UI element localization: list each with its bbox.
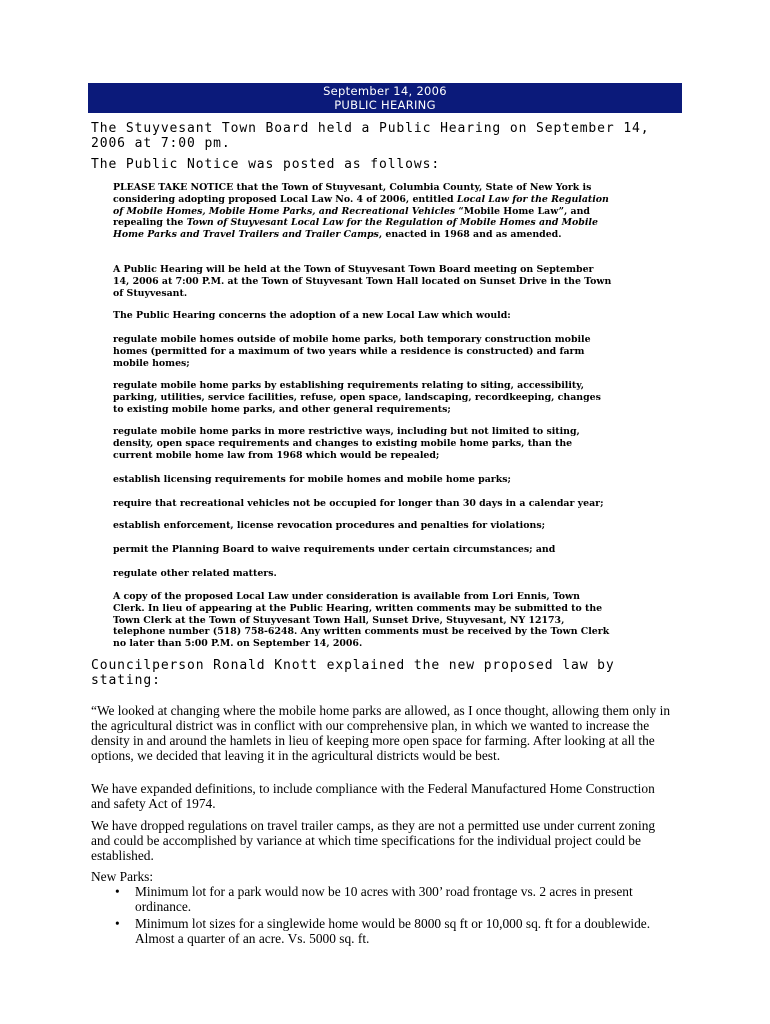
quote-paragraph-3: We have dropped regulations on travel trailer camps, as they are not a permitted use under current zoning and could be accomplished by variance at which time specifications for the individual project could be established. [91,818,656,863]
notice-p1-end: , enacted in 1968 and as amended. [378,229,562,241]
list-item [91,884,671,914]
notice-intro: The Public Notice was posted as follows: [91,157,441,172]
notice-paragraph-8: require that recreational vehicles not be occupied for longer than 30 days in a calendar year; [113,498,604,509]
intro-line: The Stuyvesant Town Board held a Public Hearing on September 14, 2006 at 7:00 pm. [91,121,650,151]
notice-paragraph-6: regulate mobile home parks in more restrictive ways, including but not limited to siting, density, open space requirements and changes to existing mobile home parks, than the current mobile home law from 1968 which would be repealed; [113,426,580,461]
new-parks-label: New Parks: [91,869,154,884]
notice-paragraph-12: A copy of the proposed Local Law under consideration is available from Lori Ennis, Town Clerk. In lieu of appearing at the Public Hearing, written comments may be submitted to the Town Clerk at the Town of Stuyvesant Town Hall, Sunset Drive, Stuyvesant, NY 12173, telephone number (518) 758-6248. Any written comments must be received by the Town Clerk no later than 5:00 P.M. on September 14, 2006. [113,591,610,650]
banner-title: PUBLIC HEARING [334,98,436,112]
quote-paragraph-1: “We looked at changing where the mobile home parks are allowed, as I once thought, allowing them only in the agricultural district was in conflict with our comprehensive plan, in which we wanted to increase the density in and around the hamlets in lieu of keeping more open space for farming. After looking at all the options, we decided that leaving it in the agricultural districts would be best. [91,703,671,763]
notice-p1-start: PLEASE TAKE NOTICE that the Town of Stuyvesant, Columbia County, State of New York is considering adopting proposed Local Law No. 4 of 2006, entitled [113,182,592,205]
list-item-text: Minimum lot for a park would now be 10 acres with 300’ road frontage vs. 2 acres in present ordinance. [135,884,633,914]
notice-paragraph-7: establish licensing requirements for mobile homes and mobile home parks; [113,474,511,485]
list-item-text: Minimum lot sizes for a singlewide home would be 8000 sq ft or 10,000 sq. ft for a doublewide. Almost a quarter of an acre. Vs. 5000 sq. ft. [135,916,651,946]
notice-paragraph-4: regulate mobile homes outside of mobile home parks, both temporary construction mobile homes (permitted for a maximum of two years while a residence is constructed) and farm mobile homes; [113,334,591,369]
quote-paragraph-2: We have expanded definitions, to include compliance with the Federal Manufactured Home Construction and safety Act of 1974. [91,781,655,811]
new-parks-list [91,884,671,948]
notice-paragraph-5: regulate mobile home parks by establishing requirements relating to siting, accessibility, parking, utilities, service facilities, refuse, open space, landscaping, recordkeeping, changes to existing mobile home parks, and other general requirements; [113,380,601,415]
notice-p1-title: Local Law for the Regulation of Mobile Homes, Mobile Home Parks, and Recreational Vehicles [113,193,609,217]
notice-p1-repealed-title: Town of Stuyvesant Local Law for the Regulation of Mobile Homes and Mobile Home Parks and Travel Trailers and Trailer Camps [113,217,598,241]
notice-paragraph-9: establish enforcement, license revocation procedures and penalties for violations; [113,520,546,531]
notice-paragraph-2: A Public Hearing will be held at the Town of Stuyvesant Town Board meeting on September 14, 2006 at 7:00 P.M. at the Town of Stuyvesant Town Hall located on Sunset Drive in the Town of Stuyvesant. [113,264,612,299]
list-item [91,916,671,946]
statement-lead: Councilperson Ronald Knott explained the new proposed law by stating: [91,658,615,688]
banner-date: September 14, 2006 [323,84,447,98]
title-banner [88,83,682,113]
notice-paragraph-11: regulate other related matters. [113,568,277,579]
notice-paragraph-3: The Public Hearing concerns the adoption of a new Local Law which would: [113,310,511,321]
bullet-icon: • [115,884,120,899]
notice-paragraph-10: permit the Planning Board to waive requirements under certain circumstances; and [113,544,556,555]
bullet-icon: • [115,916,120,931]
notice-paragraph-1 [113,182,613,241]
notice-p1-mid: “Mobile Home Law”, and repealing the [113,205,590,229]
